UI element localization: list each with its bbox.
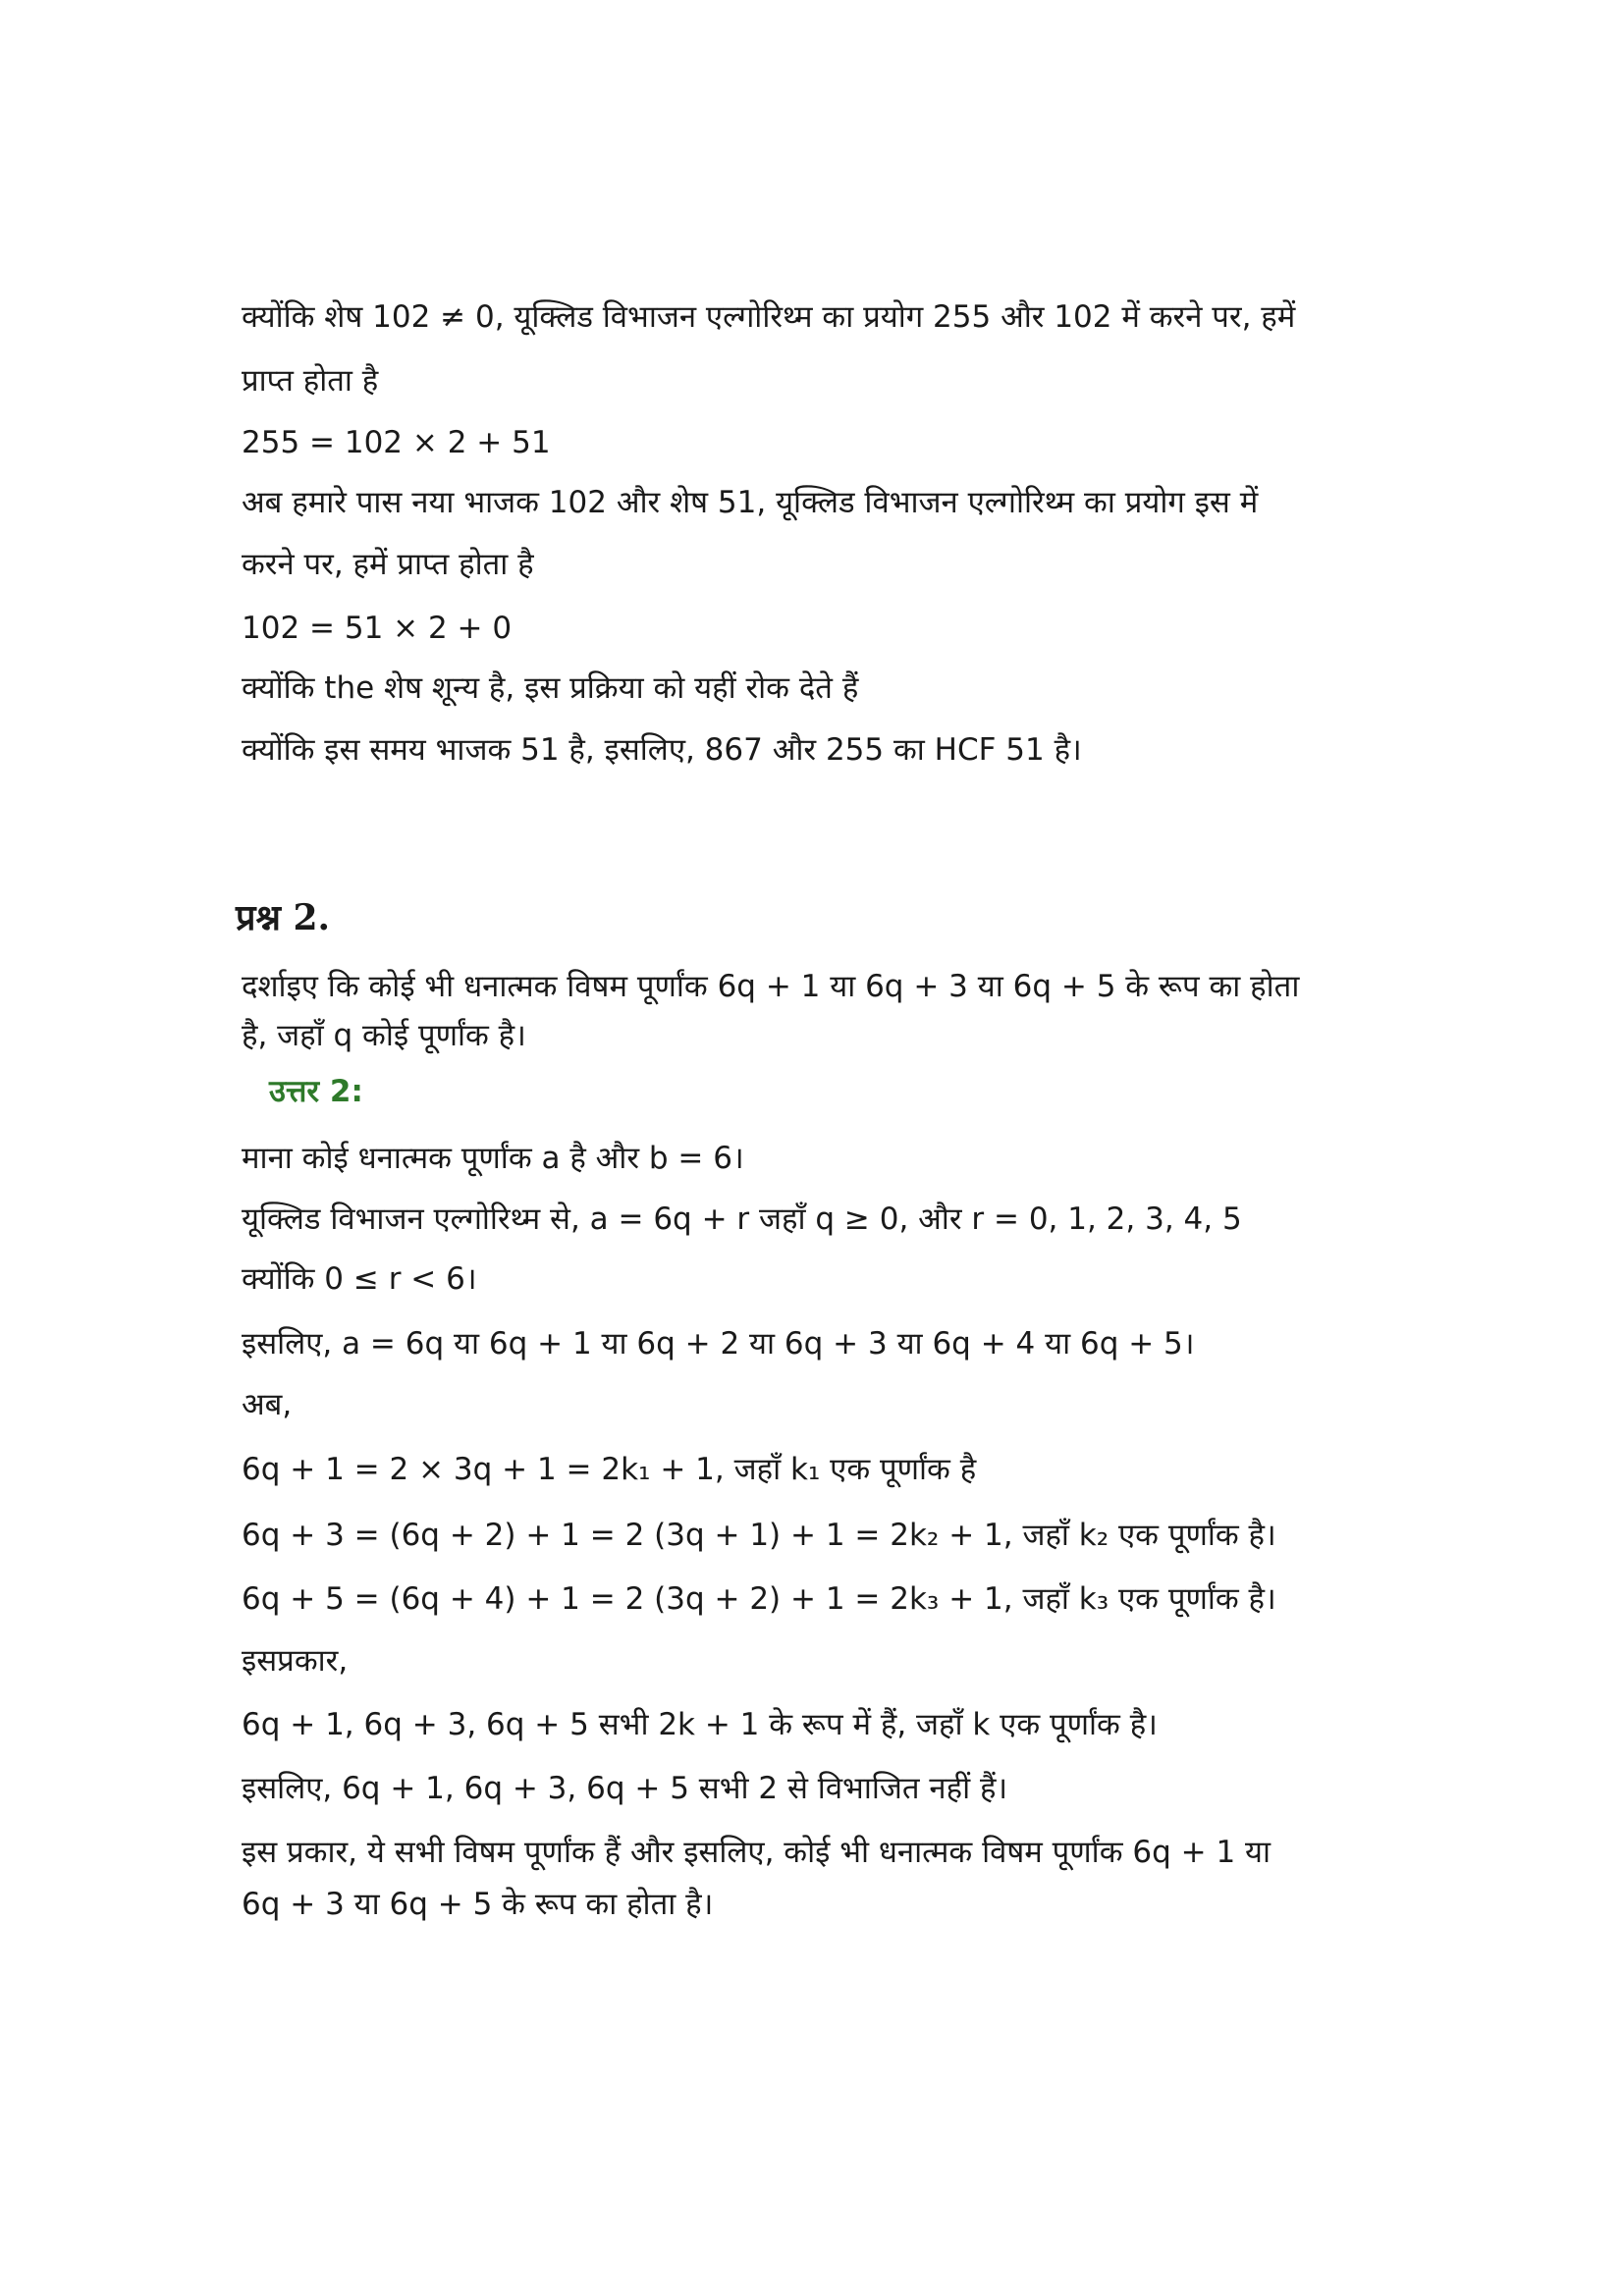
answer-text: क्योंकि 0 ≤ r < 6।	[242, 1261, 477, 1297]
text-line: प्राप्त होता है	[242, 363, 379, 399]
text-line: क्योंकि इस समय भाजक 51 है, इसलिए, 867 और 255 का HCF 51 है।	[242, 732, 1082, 768]
answer-label: उत्तर 2:	[269, 1074, 363, 1109]
answer-text: इसप्रकार,	[242, 1643, 349, 1679]
answer-text: 6q + 1, 6q + 3, 6q + 5 सभी 2k + 1 के रूप में हैं, जहाँ k एक पूर्णांक है।	[242, 1707, 1158, 1742]
equation-line: 6q + 1 = 2 × 3q + 1 = 2k₁ + 1, जहाँ k₁ एक पूर्णांक है	[242, 1452, 977, 1487]
question-text: दर्शाइए कि कोई भी धनात्मक विषम पूर्णांक 6q + 1 या 6q + 3 या 6q + 5 के रूप का होता	[242, 969, 1300, 1004]
answer-text: इसलिए, a = 6q या 6q + 1 या 6q + 2 या 6q + 3 या 6q + 4 या 6q + 5।	[242, 1326, 1195, 1362]
answer-text: इस प्रकार, ये सभी विषम पूर्णांक हैं और इसलिए, कोई भी धनात्मक विषम पूर्णांक 6q + 1 या	[242, 1835, 1271, 1870]
equation-line: 102 = 51 × 2 + 0	[242, 611, 513, 646]
answer-text: अब,	[242, 1387, 293, 1422]
equation-line: 6q + 5 = (6q + 4) + 1 = 2 (3q + 2) + 1 = 2k₃ + 1, जहाँ k₃ एक पूर्णांक है।	[242, 1581, 1276, 1617]
question-heading: प्रश्न 2.	[236, 897, 331, 938]
text-line: क्योंकि शेष 102 ≠ 0, यूक्लिड विभाजन एल्गोरिथ्म का प्रयोग 255 और 102 में करने पर, हमें	[242, 299, 1296, 335]
equation-line: 6q + 3 = (6q + 2) + 1 = 2 (3q + 1) + 1 = 2k₂ + 1, जहाँ k₂ एक पूर्णांक है।	[242, 1518, 1276, 1553]
answer-text: इसलिए, 6q + 1, 6q + 3, 6q + 5 सभी 2 से विभाजित नहीं हैं।	[242, 1771, 1008, 1806]
text-line: क्योंकि the शेष शून्य है, इस प्रक्रिया को यहीं रोक देते हैं	[242, 670, 859, 706]
answer-text: 6q + 3 या 6q + 5 के रूप का होता है।	[242, 1887, 714, 1922]
answer-text: यूक्लिड विभाजन एल्गोरिथ्म से, a = 6q + r जहाँ q ≥ 0, और r = 0, 1, 2, 3, 4, 5	[242, 1201, 1242, 1237]
text-line: करने पर, हमें प्राप्त होता है	[242, 547, 534, 582]
question-text: है, जहाँ q कोई पूर्णांक है।	[242, 1018, 526, 1053]
text-line: अब हमारे पास नया भाजक 102 और शेष 51, यूक्लिड विभाजन एल्गोरिथ्म का प्रयोग इस में	[242, 485, 1259, 520]
answer-text: माना कोई धनात्मक पूर्णांक a है और b = 6।	[242, 1141, 744, 1176]
equation-line: 255 = 102 × 2 + 51	[242, 425, 551, 460]
